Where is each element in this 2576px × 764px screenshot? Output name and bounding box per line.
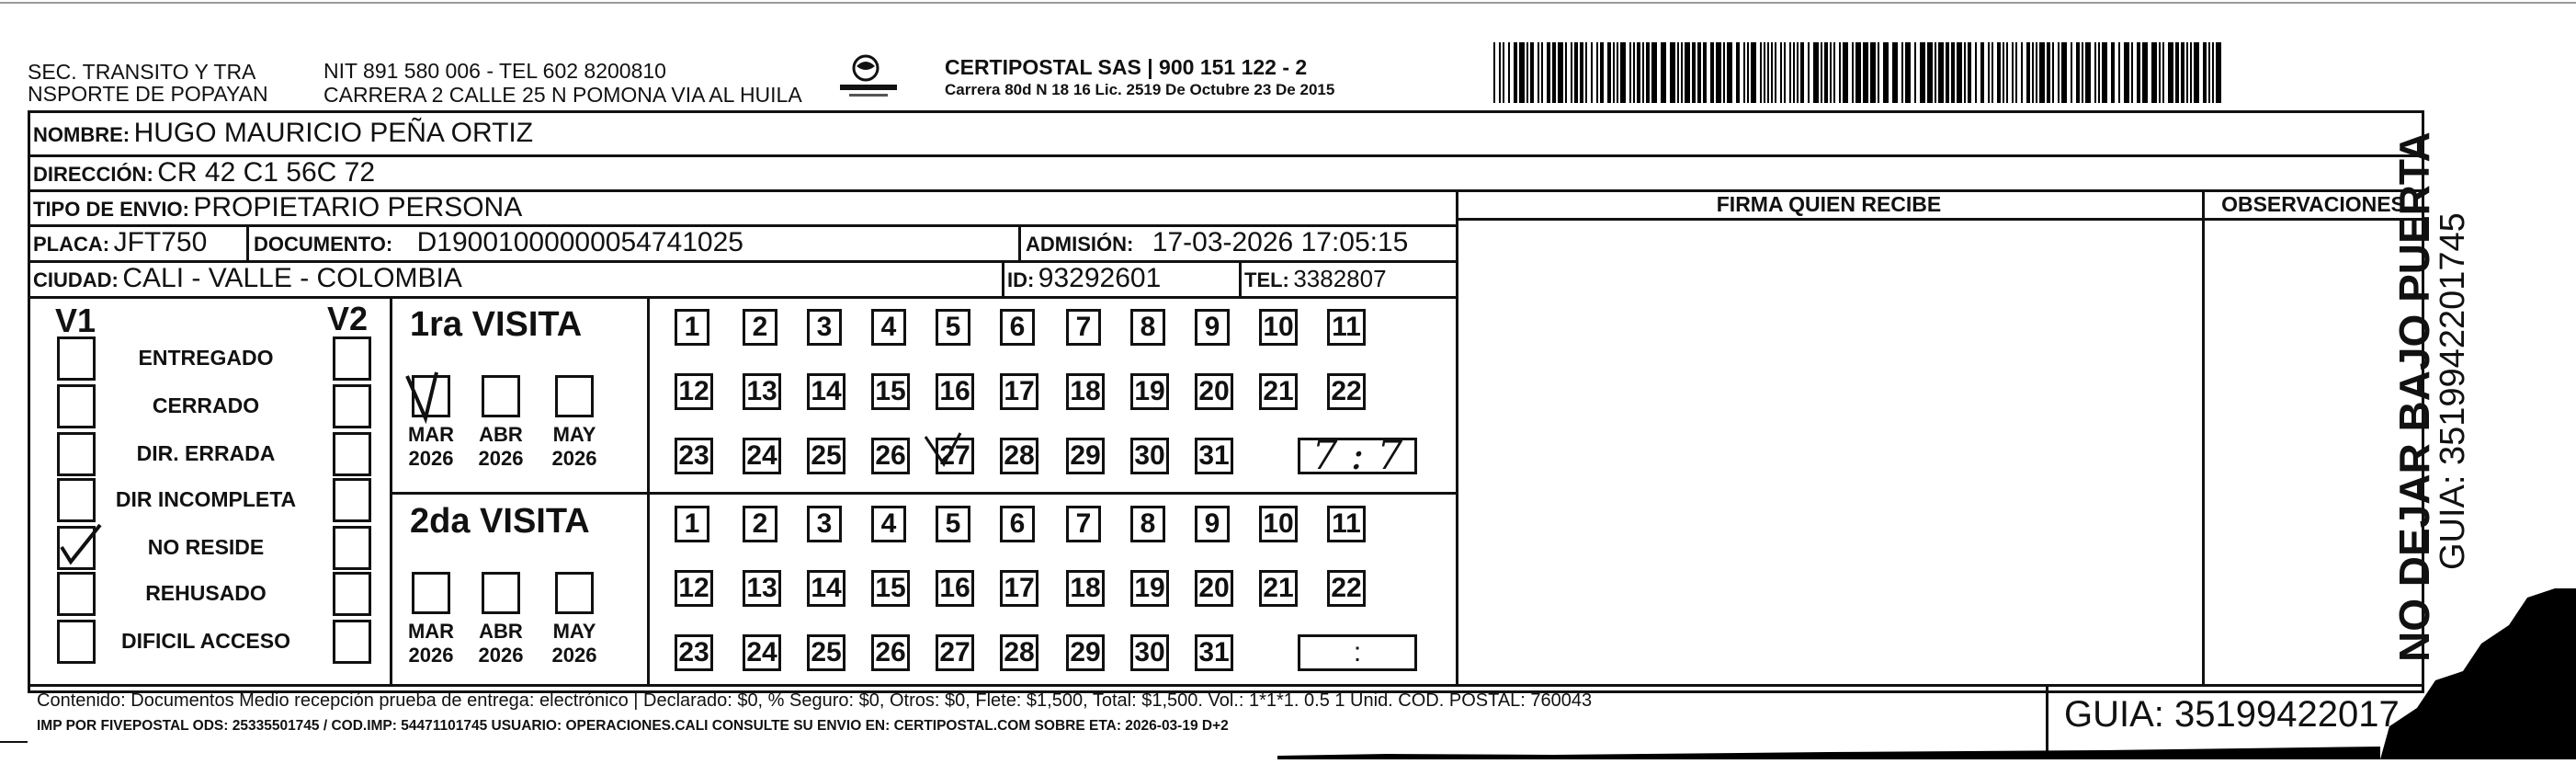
month-year: 2026 [478,644,524,667]
status-label: REHUSADO [145,581,267,605]
id-value: 93292601 [1038,263,1162,293]
day-box[interactable]: 20 [1195,373,1233,410]
day-box[interactable]: 3 [807,506,842,542]
day-box[interactable]: 18 [1066,373,1105,410]
documento-label: DOCUMENTO: [254,233,393,256]
day-box[interactable]: 28 [1000,634,1038,671]
day-box[interactable]: 4 [871,309,906,346]
courier-details [945,55,1334,101]
sender-details [323,59,802,107]
torn-corner [2380,588,2576,759]
v2-checkbox[interactable] [333,432,371,476]
day-box[interactable]: 12 [675,570,713,607]
day-box[interactable]: 9 [1195,506,1230,542]
month-checkbox[interactable] [482,375,520,417]
documento-value: D19001000000054741025 [416,227,743,257]
day-box[interactable]: 5 [936,309,970,346]
v2-checkbox[interactable] [333,336,371,381]
day-box[interactable]: 30 [1130,438,1169,474]
bottom-edge [1277,747,2380,759]
day-box[interactable]: 17 [1000,373,1038,410]
day-box[interactable]: 17 [1000,570,1038,607]
day-box[interactable]: 11 [1327,506,1366,542]
day-box[interactable]: 6 [1000,309,1035,346]
month-year: 2026 [551,447,597,470]
day-box[interactable]: 2 [743,309,777,346]
nombre-value: HUGO MAURICIO PEÑA ORTIZ [133,118,534,148]
month-year: 2026 [551,644,597,667]
v2-checkbox[interactable] [333,384,371,428]
nombre-label: NOMBRE: [33,123,131,146]
col-line-documento [246,224,249,260]
footer-contenido: Contenido: Documentos Medio recepción prueba de entrega: electrónico | Declarado: $0, % Seguro: $0, Otros: $0, Flete: $1,500, Total: $1,500. Vol.: 1*1*1. 0.5 1 Unid. COD. POSTAL: 760043 [37,690,1593,711]
col-line-admision [1018,224,1021,260]
tipo-label: TIPO DE ENVIO: [33,198,189,221]
sender-nit: NIT 891 580 006 - TEL 602 8200810 [323,59,666,83]
day-box[interactable]: 1 [675,309,709,346]
sender-name-line2: NSPORTE DE POPAYAN [28,82,268,106]
day-box[interactable]: 18 [1066,570,1105,607]
certipostal-logo [836,53,901,101]
ciudad-label: CIUDAD: [33,268,119,291]
day-box[interactable]: 28 [1000,438,1038,474]
month-name: MAR [407,620,455,643]
day-box[interactable]: 16 [936,570,974,607]
tel-value: 3382807 [1293,265,1387,292]
visit-title: 2da VISITA [410,502,590,541]
direccion-label: DIRECCIÓN: [33,163,153,186]
col-line-obs [2202,189,2205,684]
day-box[interactable]: 13 [743,570,781,607]
month-name: MAY [552,423,596,446]
month-name: MAR [407,423,455,446]
day-box[interactable]: 4 [871,506,906,542]
day-box[interactable]: 26 [871,438,910,474]
day-box[interactable]: 25 [807,438,845,474]
time-box[interactable]: 7 : 7 [1298,438,1417,474]
placa-value: JFT750 [113,227,208,257]
day-box[interactable]: 3 [807,309,842,346]
status-label: DIR INCOMPLETA [115,487,297,511]
courier-name: CERTIPOSTAL SAS | 900 151 122 - 2 [945,55,1308,79]
placa-label: PLACA: [33,233,110,256]
ciudad-value: CALI - VALLE - COLOMBIA [122,263,462,293]
v2-checkbox[interactable] [333,478,371,522]
month-year: 2026 [478,447,524,470]
sender-name [28,61,268,105]
day-box[interactable]: 23 [675,438,713,474]
day-box[interactable]: 29 [1066,634,1105,671]
status-label: ENTREGADO [138,346,274,370]
direccion-row [33,155,375,195]
day-box[interactable]: 15 [871,373,910,410]
day-box[interactable]: 10 [1259,506,1298,542]
footer-impresion: IMP POR FIVEPOSTAL ODS: 25335501745 / COD.IMP: 54471101745 USUARIO: OPERACIONES.CALI CONSULTE SU ENVIO EN: CERTIPOSTAL.COM SOBRE ETA: 2026-03-19 D+2 [37,718,1229,734]
day-box[interactable]: 16 [936,373,974,410]
month-name: ABR [479,423,523,446]
tel-label: TEL: [1244,268,1289,291]
month-label [403,620,459,667]
observaciones-header: OBSERVACIONES [2221,192,2405,216]
day-box[interactable]: 24 [743,634,781,671]
admision-cell [1026,225,1408,265]
id-cell [1007,261,1161,301]
day-box[interactable]: 27 [936,634,974,671]
firma-header: FIRMA QUIEN RECIBE [1716,192,1942,216]
day-box[interactable]: 25 [807,634,845,671]
month-year: 2026 [408,644,454,667]
sender-address: CARRERA 2 CALLE 25 N POMONA VIA AL HUILA [323,83,802,107]
day-box[interactable]: 19 [1130,570,1169,607]
status-label: DIR. ERRADA [136,441,276,465]
month-label [547,423,602,471]
col-line-tel [1239,260,1242,296]
day-box[interactable]: 24 [743,438,781,474]
day-box[interactable]: 6 [1000,506,1035,542]
day-box[interactable]: 2 [743,506,777,542]
row-line-3b [1456,218,2424,221]
month-year: 2026 [408,447,454,470]
admision-label: ADMISIÓN: [1026,233,1134,256]
month-checkbox[interactable] [555,375,594,417]
day-box[interactable]: 21 [1259,373,1298,410]
day-box[interactable]: 15 [871,570,910,607]
day-box[interactable]: 9 [1195,309,1230,346]
side-warning: NO DEJAR BAJO PUERTA [2390,131,2438,662]
ciudad-cell [33,261,462,301]
tel-cell [1244,261,1387,301]
nombre-row [33,114,533,157]
barcode [1493,42,2229,103]
row-line-footer [28,684,2424,687]
col-line-firma [1456,189,1458,684]
status-label: NO RESIDE [147,535,265,559]
month-checkbox[interactable] [482,572,520,614]
day-box[interactable]: 20 [1195,570,1233,607]
side-guia: GUIA: 3519942201745 [2434,212,2472,570]
day-box[interactable]: 27 [936,438,974,474]
tipo-row [33,190,522,230]
day-box[interactable]: 30 [1130,634,1169,671]
v1-label: V1 [55,302,96,339]
visit-divider [390,492,1456,495]
col-line-status [390,296,392,684]
v2-checkbox[interactable] [333,572,371,616]
day-box[interactable]: 26 [871,634,910,671]
day-box[interactable]: 21 [1259,570,1298,607]
day-box[interactable]: 29 [1066,438,1105,474]
month-name: ABR [479,620,523,643]
visit-title: 1ra VISITA [410,305,583,344]
time-box[interactable]: : [1298,634,1417,671]
placa-cell [33,225,207,265]
day-box[interactable]: 7 [1066,309,1101,346]
day-box[interactable]: 1 [675,506,709,542]
day-box[interactable]: 11 [1327,309,1366,346]
col-line-visit [647,296,650,684]
status-label: DIFICIL ACCESO [120,629,290,653]
day-box[interactable]: 8 [1130,506,1165,542]
v2-checkbox[interactable] [333,526,371,570]
day-box[interactable]: 22 [1327,570,1366,607]
footer-guia: GUIA: 35199422017 [2064,694,2400,735]
admision-value: 17-03-2026 17:05:15 [1152,227,1409,257]
left-edge-mark [0,741,28,743]
month-label [403,423,459,471]
tipo-value: PROPIETARIO PERSONA [193,192,523,222]
direccion-value: CR 42 C1 56C 72 [157,157,376,188]
month-name: MAY [552,620,596,643]
day-box[interactable]: 13 [743,373,781,410]
day-box[interactable]: 12 [675,373,713,410]
day-box[interactable]: 8 [1130,309,1165,346]
status-label: CERRADO [152,393,260,417]
day-box[interactable]: 31 [1195,438,1233,474]
month-label [473,620,528,667]
month-checkbox[interactable] [555,572,594,614]
day-box[interactable]: 22 [1327,373,1366,410]
month-label [547,620,602,667]
day-box[interactable]: 14 [807,570,845,607]
id-label: ID: [1007,268,1035,291]
sender-name-line1: SEC. TRANSITO Y TRA [28,60,256,84]
top-edge-line [0,2,2576,4]
day-box[interactable]: 5 [936,506,970,542]
courier-address: Carrera 80d N 18 16 Lic. 2519 De Octubre 23 De 2015 [945,81,1335,98]
documento-cell [254,225,743,265]
month-checkbox[interactable] [412,572,450,614]
v2-label: V2 [327,300,369,337]
day-box[interactable]: 23 [675,634,713,671]
day-box[interactable]: 7 [1066,506,1101,542]
v2-checkbox[interactable] [333,620,371,664]
day-box[interactable]: 19 [1130,373,1169,410]
month-checkbox[interactable] [412,375,450,417]
day-box[interactable]: 10 [1259,309,1298,346]
col-line-id [1002,260,1004,296]
month-label [473,423,528,471]
day-box[interactable]: 31 [1195,634,1233,671]
day-box[interactable]: 14 [807,373,845,410]
